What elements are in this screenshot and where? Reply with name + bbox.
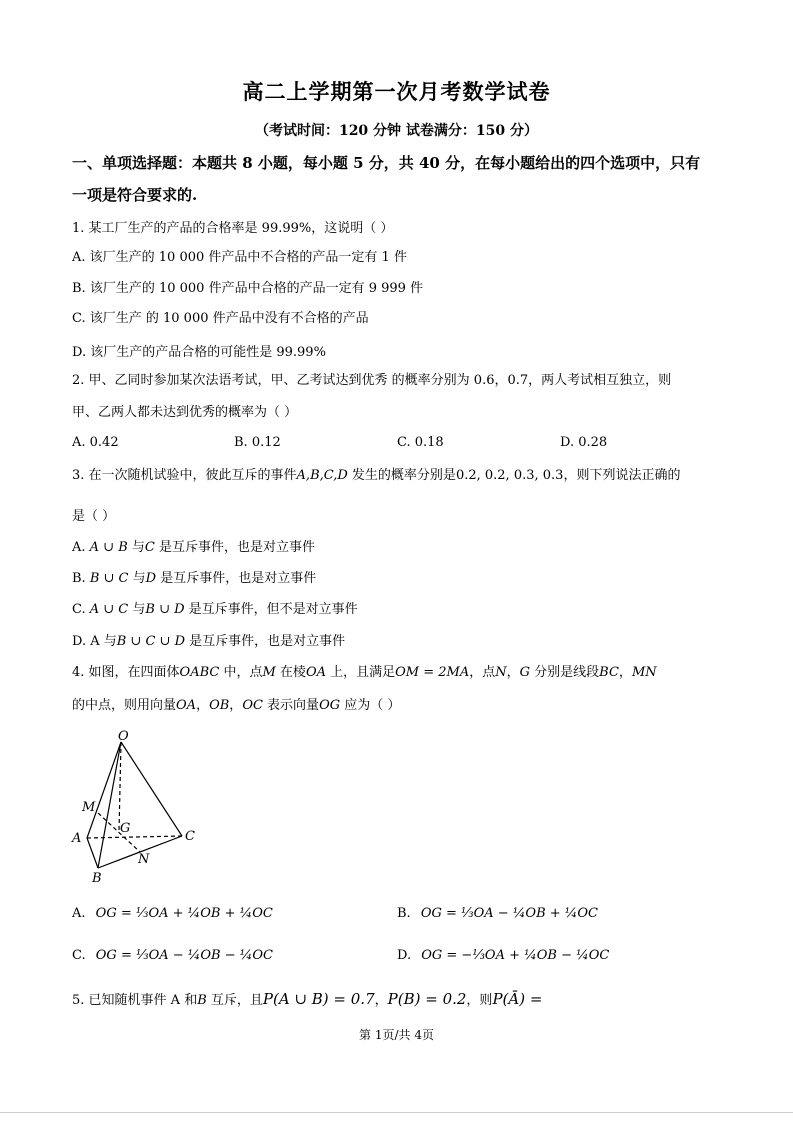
label-n: N — [138, 852, 150, 867]
q4-vector-og: OG — [319, 698, 341, 713]
q4-option-a-label: A. — [72, 906, 86, 921]
page-footer: 第 1页/共 4页 — [359, 1028, 434, 1042]
q3-stem-line1 — [72, 464, 680, 483]
q4-option-d-label: D. — [397, 948, 412, 963]
q3-stem-line2: 是（ ） — [72, 509, 116, 524]
q3-option-c-math: A ∪ C — [89, 602, 129, 617]
q4-text-2c: 应为（ ） — [340, 698, 401, 713]
q5-stem — [72, 989, 542, 1008]
q4-text-e: ，点 — [469, 665, 496, 680]
q4-option-b-expr: OG = ⅓OA − ¼OB + ¼OC — [420, 906, 599, 921]
q4-option-b-label: B. — [397, 906, 411, 921]
q4-option-b — [397, 906, 598, 921]
q4-point-g: G — [519, 665, 531, 680]
label-g: G — [120, 821, 131, 836]
q2-stem-line1: 2. 甲、乙同时参加某次法语考试，甲、乙考试达到优秀 的概率分别为 0.6，0.7，两人考试相互独立，则 — [72, 373, 672, 388]
q4-point-n: N — [495, 665, 507, 680]
q2-option-d: D. 0.28 — [560, 435, 608, 450]
edge-ac-hidden — [87, 836, 182, 838]
q4-option-a-expr: OG = ⅓OA + ¼OB + ¼OC — [95, 906, 273, 921]
q4-vector-oc: OC — [242, 698, 263, 713]
q4-point-m: M — [262, 665, 276, 680]
q4-option-c — [72, 948, 273, 963]
q3-option-b — [72, 567, 316, 586]
q3-option-b-math: B ∪ C — [89, 571, 129, 586]
q3-events: A,B,C,D — [296, 468, 348, 483]
q4-text-d: 上，且满足 — [325, 665, 396, 680]
segment-og-hidden — [119, 742, 121, 832]
q2-option-a: A. 0.42 — [72, 435, 119, 450]
q5-text-a: 5. 已知随机事件 A 和 — [72, 993, 198, 1008]
q4-vector-oa: OA — [176, 698, 197, 713]
q4-option-d-expr: OG = −⅓OA + ¼OB − ¼OC — [421, 948, 610, 963]
q3-option-c-text: 是互斥事件，但不是对立事件 — [184, 602, 358, 617]
q5-expr-complement: P(Ā) = — [492, 990, 543, 1008]
q4-segment-bc: BC — [599, 665, 619, 680]
q4-text-c: 在棱 — [275, 665, 306, 680]
q4-text-h: ， — [618, 665, 632, 680]
label-m: M — [82, 800, 96, 815]
q3-option-a-math2: C — [144, 540, 155, 555]
q4-text-g: 分别是线段 — [530, 665, 600, 680]
q4-stem-line2: 的中点，则用向量OA，OB，OC 表示向量OG 应为（ ） — [72, 698, 401, 713]
q2-option-c: C. 0.18 — [397, 435, 444, 450]
q1-option-c: C. 该厂生产 的 10 000 件产品中没有不合格的产品 — [72, 311, 369, 326]
q4-option-c-expr: OG = ⅓OA − ¼OB − ¼OC — [95, 948, 273, 963]
q5-event-b: B — [197, 993, 207, 1008]
q5-expr-pb: P(B) = 0.2 — [387, 990, 467, 1008]
q4-option-d — [397, 948, 609, 963]
edge-ab — [87, 838, 98, 868]
q4-condition: OM = 2MA — [395, 665, 470, 680]
q3-option-b-label: B. — [72, 571, 90, 586]
label-c: C — [185, 829, 195, 844]
label-a: A — [72, 831, 82, 846]
q3-option-b-text: 是互斥事件，也是对立事件 — [156, 571, 317, 586]
q3-option-b-mid: 与 — [128, 571, 146, 586]
q3-option-b-math2: D — [145, 571, 157, 586]
q2-option-b: B. 0.12 — [234, 435, 281, 450]
q4-edge: OA — [305, 665, 326, 680]
q3-option-a-label: A. — [72, 540, 90, 555]
q4-stem-line1 — [72, 661, 657, 680]
section-heading-line2: 一项是符合要求的. — [72, 186, 198, 204]
q5-text-c: ， — [374, 993, 388, 1008]
label-o: O — [118, 729, 129, 744]
q4-text-2a: 的中点，则用向量 — [72, 698, 177, 713]
q5-text-b: 互斥，且 — [206, 993, 263, 1008]
q5-text-d: ，则 — [466, 993, 493, 1008]
q3-option-a-math: A ∪ B — [89, 540, 128, 555]
q4-option-a — [72, 906, 273, 921]
q3-option-c-label: C. — [72, 602, 90, 617]
section-heading-line1: 一、单项选择题：本题共 8 小题，每小题 5 分，共 40 分，在每小题给出的四个选项中，只有 — [72, 154, 701, 172]
q1-option-d: D. 该厂生产的产品合格的可能性是 99.99% — [72, 345, 326, 360]
edge-oa — [87, 742, 121, 838]
q4-option-c-label: C. — [72, 948, 86, 963]
q5-expr-union: P(A ∪ B) = 0.7 — [262, 990, 375, 1008]
q4-solid: OABC — [179, 665, 220, 680]
q4-segment-mn: MN — [631, 665, 657, 680]
q3-stem-text-a: 3. 在一次随机试验中，彼此互斥的事件 — [72, 468, 297, 483]
q4-text-2b: 表示向量 — [262, 698, 320, 713]
q1-stem: 1. 某工厂生产的产品的合格率是 99.99%，这说明（ ） — [72, 221, 394, 236]
label-b: B — [92, 871, 102, 886]
q4-text-f: ， — [506, 665, 520, 680]
q3-option-a — [72, 536, 315, 555]
q1-option-b: B. 该厂生产的 10 000 件产品中合格的产品一定有 9 999 件 — [72, 281, 424, 296]
bottom-divider — [0, 1112, 793, 1113]
q3-stem-text-b: 发生的概率分别是 — [347, 468, 456, 483]
q4-vector-ob: OB — [209, 698, 230, 713]
q3-option-c-math2: B ∪ D — [145, 602, 185, 617]
q3-option-c-mid: 与 — [128, 602, 146, 617]
q3-stem-text-c: ，则下列说法正确的 — [563, 468, 681, 483]
q3-option-d-math: B ∪ C ∪ D — [116, 634, 185, 649]
q3-option-d — [72, 630, 345, 649]
q4-text-a: 4. 如图，在四面体 — [72, 665, 180, 680]
tetrahedron-figure — [68, 728, 208, 888]
exam-title: 高二上学期第一次月考数学试卷 — [242, 79, 551, 104]
q3-option-c — [72, 598, 358, 617]
exam-subtitle: （考试时间：120 分钟 试卷满分：150 分） — [254, 123, 539, 139]
q1-option-a: A. 该厂生产的 10 000 件产品中不合格的产品一定有 1 件 — [72, 250, 407, 265]
q3-option-a-text: 是互斥事件，也是对立事件 — [154, 540, 315, 555]
q3-option-d-label: D. A 与 — [72, 634, 117, 649]
edge-ob — [98, 742, 121, 868]
q4-text-b: 中，点 — [219, 665, 263, 680]
q3-option-a-mid: 与 — [127, 540, 145, 555]
q3-probabilities: 0.2, 0.2, 0.3, 0.3 — [455, 468, 564, 483]
q3-option-d-text: 是互斥事件，也是对立事件 — [185, 634, 346, 649]
q2-stem-line2: 甲、乙两人都未达到优秀的概率为（ ） — [72, 405, 298, 420]
